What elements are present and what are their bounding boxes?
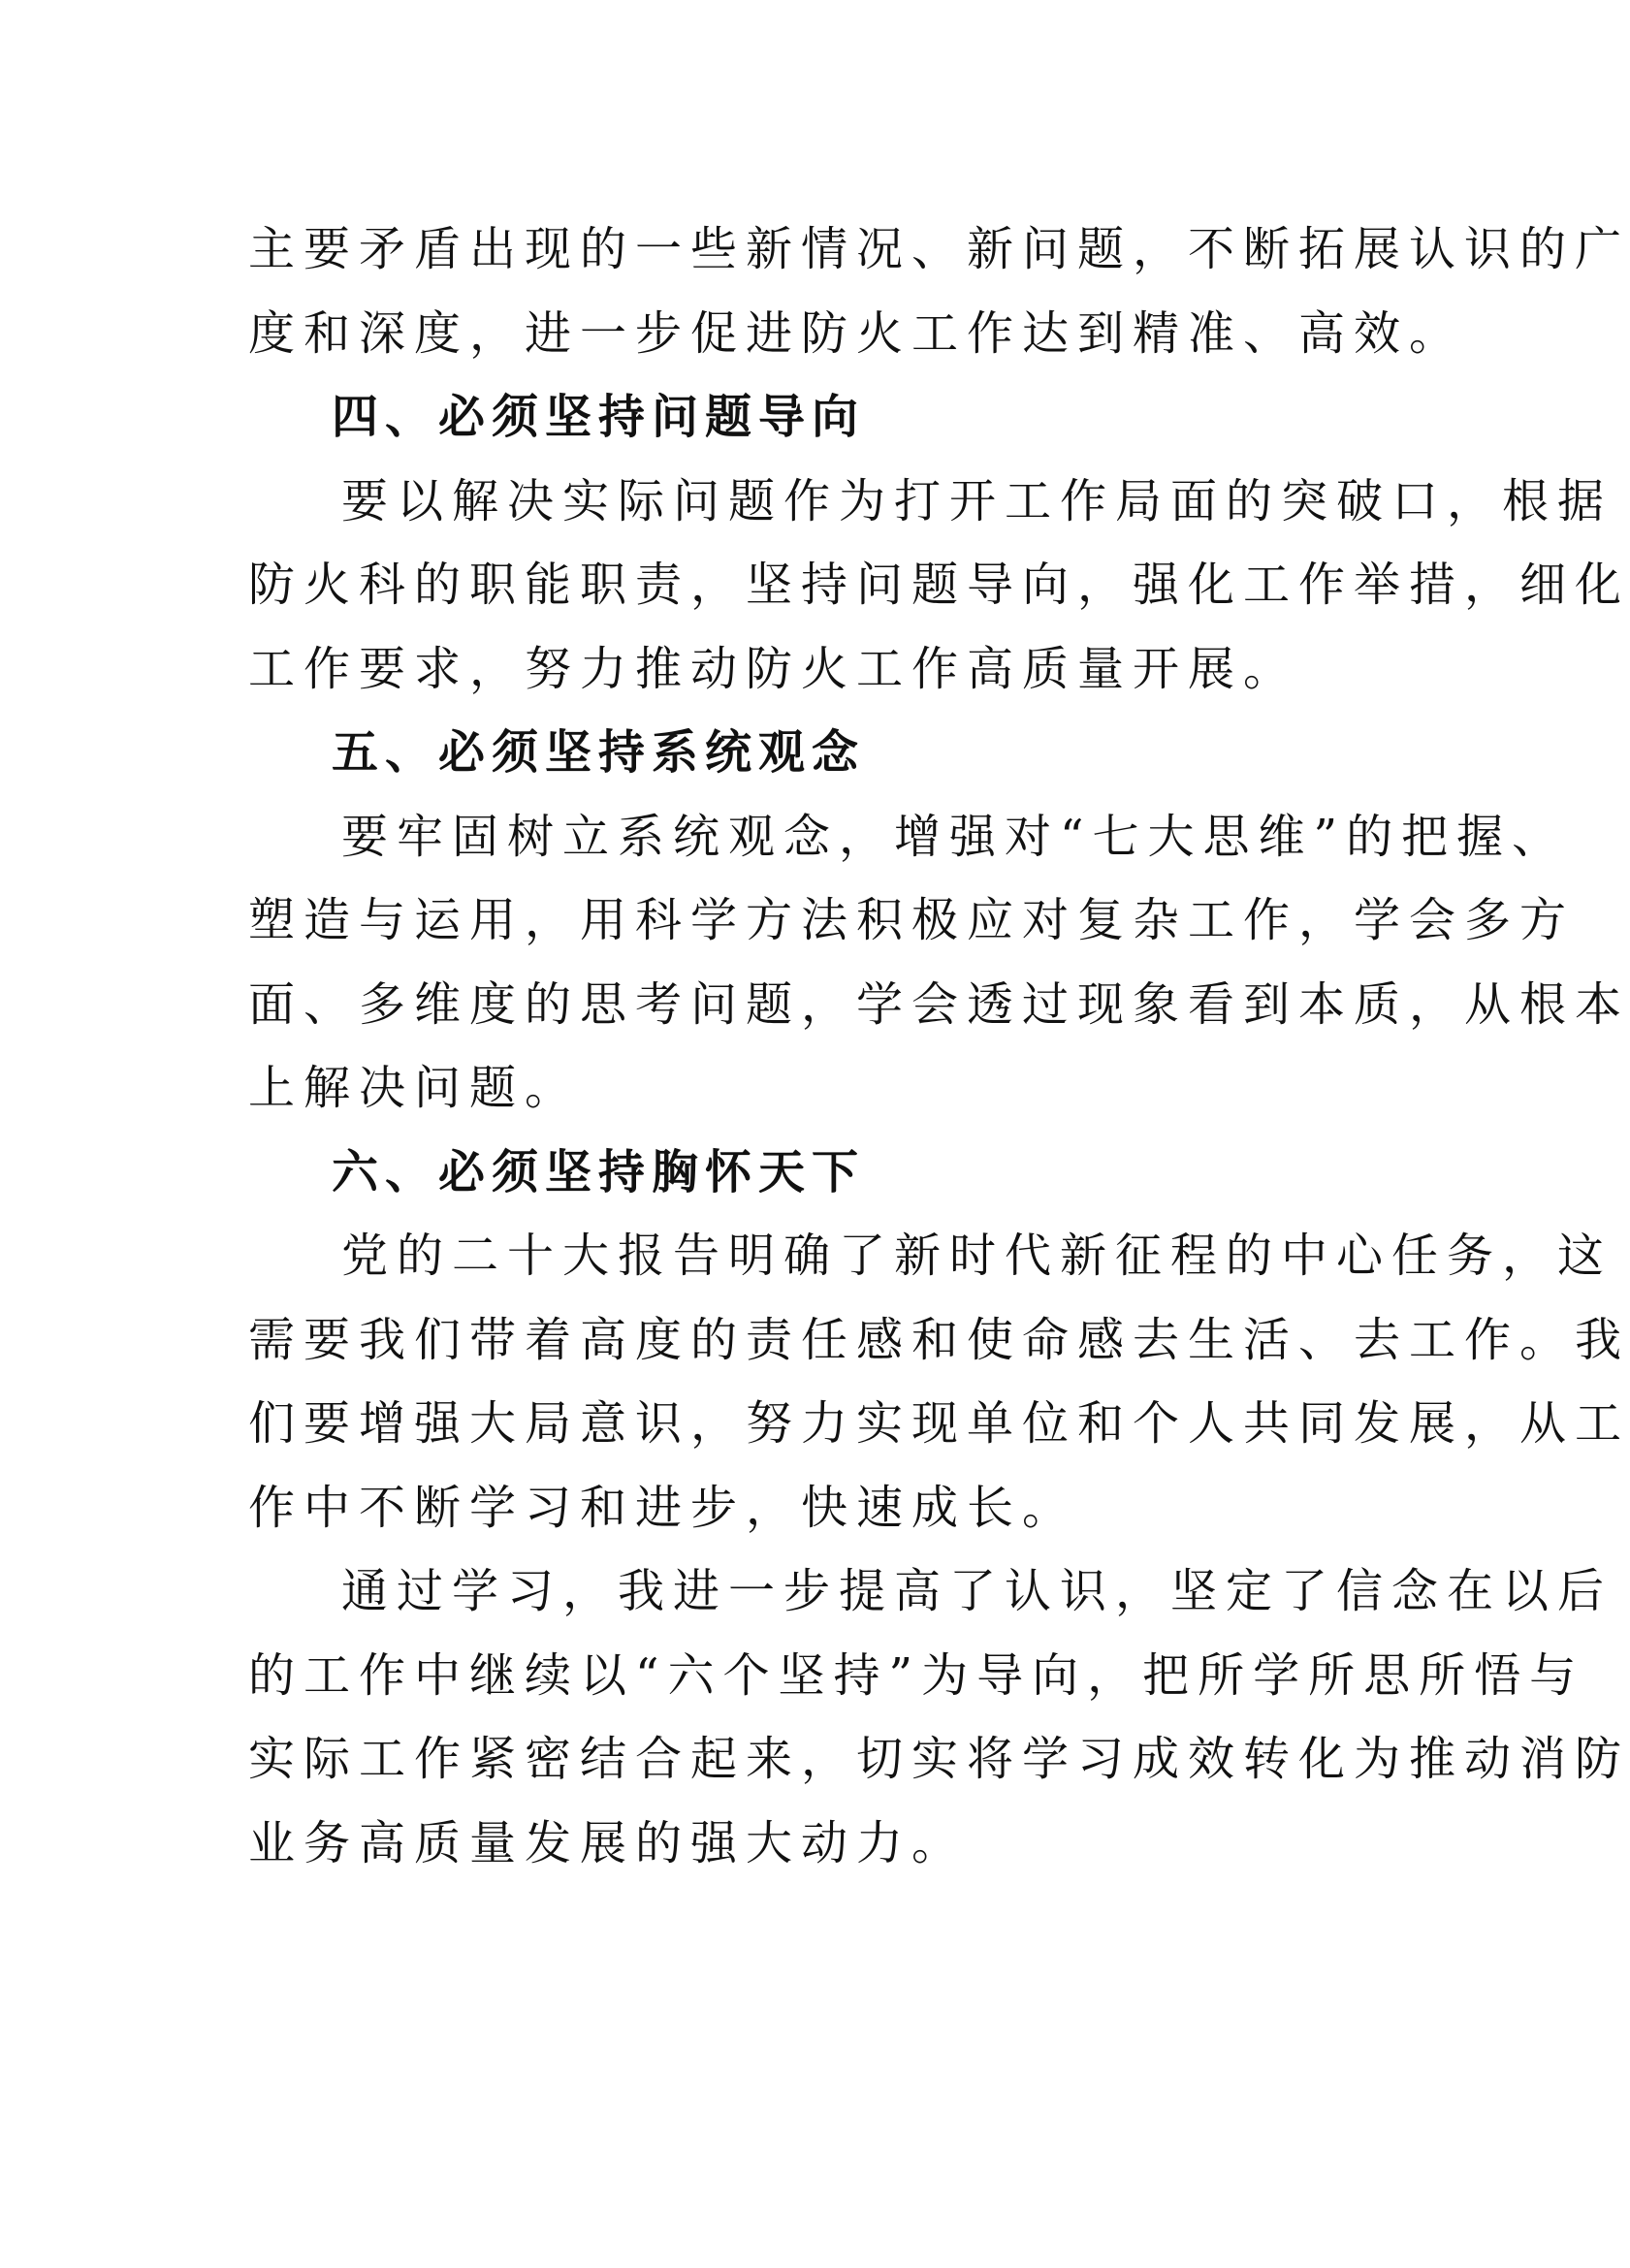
text-line: 面、多维度的思考问题，学会透过现象看到本质，从根本 — [248, 976, 1630, 1032]
text-line: 要牢固树立系统观念，增强对“七大思维”的把握、 — [341, 809, 1568, 864]
text-line: 的工作中继续以“六个坚持”为导向，把所学所思所悟与 — [248, 1647, 1585, 1703]
text-line: 主要矛盾出现的一些新情况、新问题，不断拓展认识的广 — [248, 222, 1630, 276]
section-heading-6: 六、必须坚持胸怀天下 — [332, 1144, 866, 1199]
section-6-paragraph — [248, 1214, 1630, 1549]
section-heading-5: 五、必须坚持系统观念 — [332, 725, 866, 780]
text-line: 上解决问题。 — [248, 1061, 581, 1115]
text-line: 度和深度，进一步促进防火工作达到精准、高效。 — [248, 305, 1465, 361]
section-4-paragraph — [248, 460, 1630, 712]
text-line: 要以解决实际问题作为打开工作局面的突破口，根据 — [341, 473, 1614, 528]
text-line: 工作要求，努力推动防火工作高质量开展。 — [248, 641, 1299, 696]
text-line: 防火科的职能职责，坚持问题导向，强化工作举措，细化 — [248, 558, 1630, 612]
text-line: 需要我们带着高度的责任感和使命感去生活、去工作。我 — [248, 1312, 1630, 1367]
text-line: 塑造与运用，用科学方法积极应对复杂工作，学会多方 — [248, 893, 1576, 947]
text-line: 实际工作紧密结合起来，切实将学习成效转化为推动消防 — [248, 1732, 1630, 1786]
section-5-paragraph — [248, 795, 1630, 1131]
paragraph-continued — [248, 208, 1630, 375]
text-line: 业务高质量发展的强大动力。 — [248, 1815, 968, 1870]
document-body — [248, 208, 1630, 1885]
section-heading-4: 四、必须坚持问题导向 — [332, 390, 866, 444]
text-line: 们要增强大局意识，努力实现单位和个人共同发展，从工 — [248, 1396, 1630, 1451]
text-line: 通过学习，我进一步提高了认识，坚定了信念在以后 — [341, 1564, 1614, 1618]
text-line: 作中不断学习和进步，快速成长。 — [248, 1480, 1078, 1535]
conclusion-paragraph — [248, 1549, 1630, 1885]
text-line: 党的二十大报告明确了新时代新征程的中心任务，这 — [341, 1229, 1614, 1283]
